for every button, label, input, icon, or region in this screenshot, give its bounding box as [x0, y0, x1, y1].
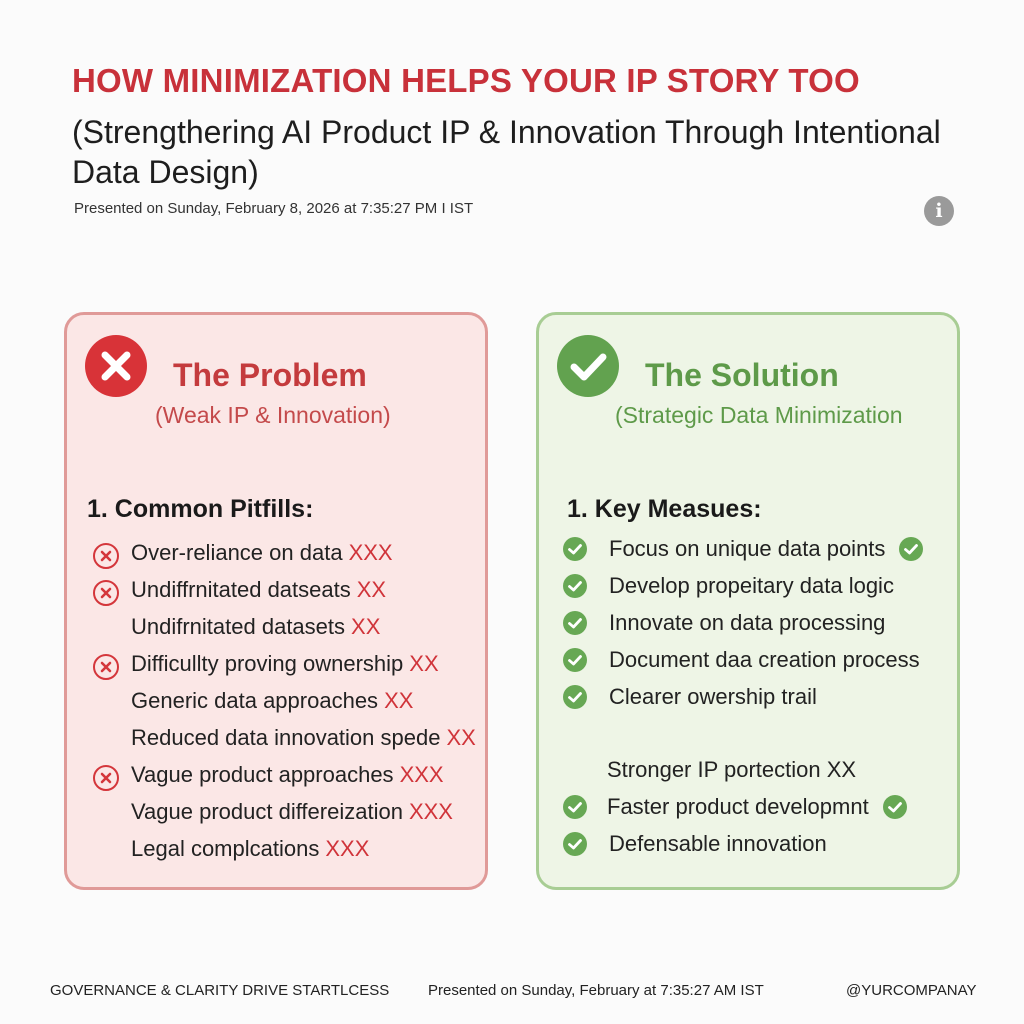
x-circle-icon — [93, 765, 119, 791]
check-circle-icon — [883, 795, 907, 819]
solution-list — [539, 315, 957, 887]
footer-tagline: GOVERNANCE & CLARITY DRIVE STARTLCESS — [50, 982, 390, 999]
solution-title: The Solution — [645, 357, 839, 393]
footer-presented-date: Presented on Sunday, February at 7:35:27 AM IST — [428, 982, 764, 999]
info-icon[interactable]: i — [924, 196, 954, 226]
check-circle-icon — [563, 795, 587, 819]
list-item-text: Vague product differeization — [131, 799, 403, 824]
list-item-text: Undiffrnitated datseats — [131, 577, 351, 602]
list-item — [609, 571, 894, 601]
check-circle-icon — [563, 648, 587, 672]
list-item-mark: XXX — [408, 799, 453, 824]
check-circle-icon — [563, 574, 587, 598]
list-item-mark: XX — [384, 688, 414, 713]
solution-section-heading: 1. Key Measues: — [567, 495, 762, 523]
check-circle-icon — [899, 537, 923, 561]
list-item — [131, 797, 453, 827]
list-item — [131, 612, 380, 642]
solution-subtitle: (Strategic Data Minimization — [615, 402, 903, 428]
list-item-text: Defensable innovation — [609, 831, 827, 856]
list-item-text: Undifrnitated datasets — [131, 614, 346, 639]
list-item — [609, 534, 923, 564]
list-item — [131, 649, 439, 679]
list-item-text: Legal complcations — [131, 836, 320, 861]
list-item-mark: XX — [446, 725, 476, 750]
list-item-mark: XX — [356, 577, 387, 602]
list-item-text: Document daa creation process — [609, 647, 920, 672]
list-item-text: Focus on unique data points — [609, 536, 886, 561]
list-item — [131, 760, 444, 790]
list-item-text: Generic data approaches — [131, 688, 379, 713]
problem-section-heading: 1. Common Pitfills: — [87, 495, 314, 523]
list-item — [609, 645, 920, 675]
problem-title: The Problem — [173, 357, 367, 393]
list-item-mark: XXX — [399, 762, 444, 787]
problem-subtitle: (Weak IP & Innovation) — [155, 402, 391, 428]
list-item — [131, 834, 369, 864]
list-item — [131, 723, 476, 753]
problem-list — [67, 315, 485, 887]
list-item-mark: XXX — [348, 540, 393, 565]
list-item — [609, 608, 885, 638]
solution-card — [536, 312, 960, 890]
check-circle-icon — [563, 611, 587, 635]
list-item — [131, 575, 386, 605]
x-circle-icon — [93, 654, 119, 680]
x-circle-icon — [93, 580, 119, 606]
page-subtitle: (Strengthering AI Product IP & Innovation Through Intentional Data Design) — [72, 114, 941, 190]
check-circle-icon — [563, 832, 587, 856]
check-circle-icon — [563, 685, 587, 709]
list-item — [131, 538, 393, 568]
check-circle-icon — [563, 537, 587, 561]
list-item-mark: XX — [351, 614, 381, 639]
list-item-text: Innovate on data processing — [609, 610, 886, 635]
list-item-text: Over-reliance on data — [131, 540, 343, 565]
list-item-mark: XX — [409, 651, 439, 676]
footer-handle: @YURCOMPANAY — [846, 982, 977, 999]
list-item-text: Difficullty proving ownership — [131, 651, 404, 676]
page-title: HOW MINIMIZATION HELPS YOUR IP STORY TOO — [72, 62, 860, 99]
problem-card — [64, 312, 488, 890]
list-item-text: Stronger IP portection XX — [607, 757, 857, 782]
list-item-text: Clearer owership trail — [609, 684, 817, 709]
list-item — [607, 792, 907, 822]
list-item-mark: XXX — [325, 836, 370, 861]
list-item — [609, 829, 827, 859]
x-circle-icon — [93, 543, 119, 569]
list-item-text: Develop propeitary data logic — [609, 573, 894, 598]
list-item-text: Vague product approaches — [131, 762, 394, 787]
list-item-text: Reduced data innovation spede — [131, 725, 441, 750]
list-item — [609, 682, 817, 712]
list-item-text: Faster product developmnt — [607, 794, 869, 819]
presented-date: Presented on Sunday, February 8, 2026 at 7:35:27 PM I IST — [74, 200, 474, 217]
list-item — [607, 755, 856, 785]
list-item — [131, 686, 413, 716]
